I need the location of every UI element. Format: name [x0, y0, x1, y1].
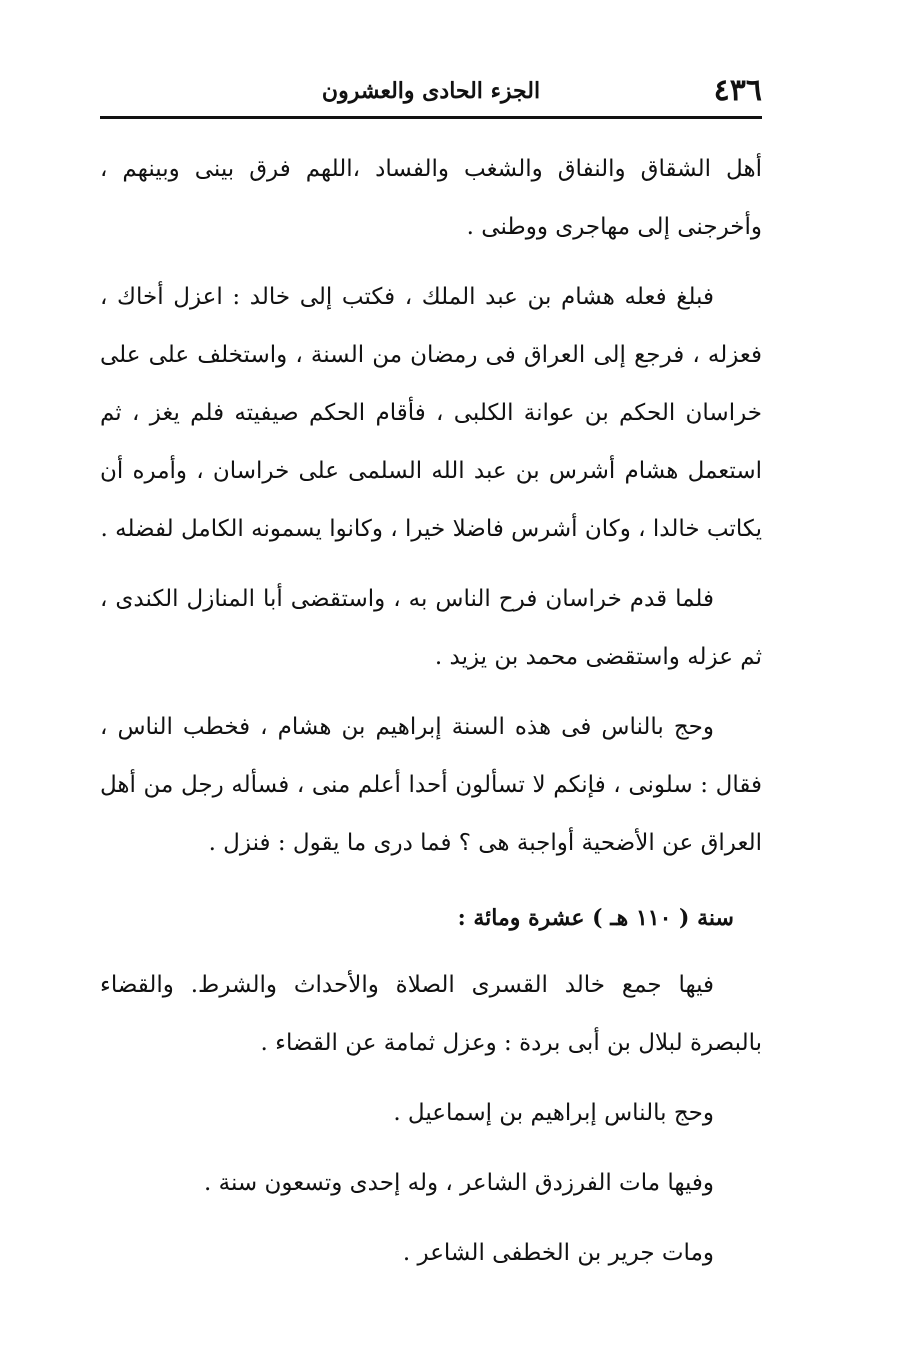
running-head: الجزء الحادى والعشرون: [321, 78, 541, 104]
paragraph: فيها جمع خالد القسرى الصلاة والأحداث والشرط. والقضاء بالبصرة لبلال بن أبى بردة : وعزل ثمامة عن القضاء .: [100, 972, 762, 1056]
page-number: ٤٣٦: [713, 73, 762, 108]
page-header: [100, 72, 762, 112]
paragraph: ومات جرير بن الخطفى الشاعر .: [402, 1240, 714, 1266]
header-rule: [100, 116, 762, 119]
section-heading: سنة ( ١١٠ هـ ) عشرة ومائة :: [457, 905, 734, 931]
paragraph: فبلغ فعله هشام بن عبد الملك ، فكتب إلى خالد : اعزل أخاك ، فعزله ، فرجع إلى العراق فى رمضان من السنة ، واستخلف على على خراسان الحكم بن عوانة الكلبى ، فأقام الحكم صيفيته فلم يغز ، ثم استعمل هشام أشرس بن عبد الله السلمى على خراسان ، وأمره أن يكاتب خالدا ، وكان أشرس فاضلا خيرا ، وكانوا يسمونه الكامل لفضله .: [100, 284, 762, 542]
paragraph: أهل الشقاق والنفاق والشغب والفساد ،اللهم فرق بينى وبينهم ، وأخرجنى إلى مهاجرى ووطنى .: [100, 156, 762, 240]
paragraph: وحج بالناس فى هذه السنة إبراهيم بن هشام ، فخطب الناس ، فقال : سلونى ، فإنكم لا تسألون أحدا أعلم منى ، فسأله رجل من أهل العراق عن الأضحية أواجبة هى ؟ فما درى ما يقول : فنزل .: [100, 714, 762, 856]
paragraph: وفيها مات الفرزدق الشاعر ، وله إحدى وتسعون سنة .: [204, 1170, 714, 1196]
paragraph: فلما قدم خراسان فرح الناس به ، واستقضى أبا المنازل الكندى ، ثم عزله واستقضى محمد بن يزيد .: [100, 586, 762, 670]
paragraph: وحج بالناس إبراهيم بن إسماعيل .: [393, 1100, 714, 1126]
page-body: [100, 140, 762, 1282]
